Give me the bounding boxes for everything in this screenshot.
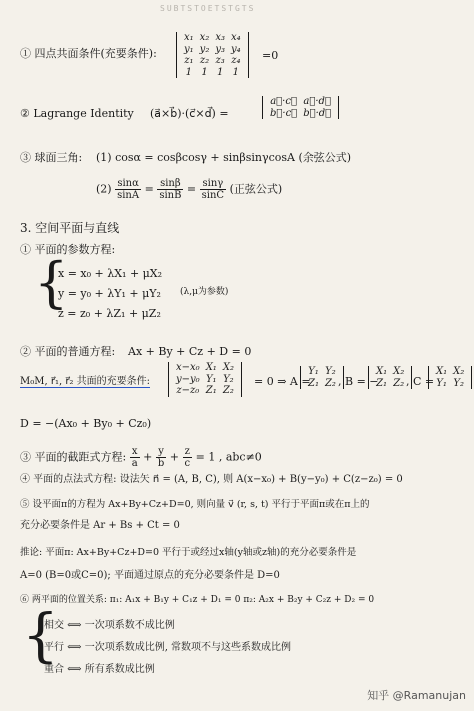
matrix-row bbox=[181, 67, 244, 79]
p7-row-2: 平行 ⟺ 一次项系数成比例, 常数项不与这些系数成比例 bbox=[44, 642, 292, 653]
frac-num: sinγ bbox=[200, 178, 226, 190]
matrix-row bbox=[433, 366, 467, 378]
frac-den: b bbox=[157, 458, 165, 469]
matrix-row bbox=[305, 366, 339, 378]
p3-label: ③ 平面的截距式方程: bbox=[20, 450, 127, 464]
matrix-cell: a⃗·d⃗ bbox=[303, 96, 331, 107]
matrix-row bbox=[173, 385, 237, 397]
matrix-cell: x₄ bbox=[231, 32, 241, 43]
item3-eq2: (2) $\frac{\sin\alpha}{\sin A}$ = $\frac{\sin\beta}{\sin B}$ = $\frac{\sin\gamma}{\sin C}$ (正弦公式) bbox=[96, 178, 283, 201]
p1-row-1: x = x₀ + λX₁ + μX₂ bbox=[58, 267, 163, 280]
matrix-row bbox=[267, 96, 334, 108]
matrix-cell: X₁ bbox=[436, 366, 448, 377]
matrix-cell: b⃗·c⃗ bbox=[270, 107, 298, 119]
matrix-cell: y−y₀ bbox=[176, 373, 200, 385]
frac-num: z bbox=[183, 446, 193, 458]
frac-den: c bbox=[184, 458, 191, 469]
matrix-row bbox=[173, 374, 237, 386]
p2-eq: Ax + By + Cz + D = 0 bbox=[128, 345, 252, 358]
item2-matrix bbox=[262, 96, 339, 119]
matrix-cell: x−x₀ bbox=[176, 362, 200, 373]
p2b-mid: = 0 ⇒ A = bbox=[254, 375, 311, 388]
p3-rest: = 1 , abc≠0 bbox=[195, 450, 262, 464]
matrix-cell: z₃ bbox=[215, 55, 225, 66]
p1-row-3: z = z₀ + λZ₁ + μZ₂ bbox=[58, 307, 161, 320]
matrix-cell: Y₁ bbox=[205, 373, 217, 385]
frac-x bbox=[130, 446, 140, 469]
eq2-prefix: (2) bbox=[96, 182, 112, 196]
matrix-cell: X₂ bbox=[393, 366, 405, 377]
frac-y bbox=[156, 446, 166, 469]
matrix-cell: y₄ bbox=[231, 43, 241, 55]
frac-1 bbox=[115, 178, 141, 201]
matrix-cell: y₁ bbox=[184, 43, 194, 55]
matrix-row bbox=[373, 366, 407, 378]
frac-den: sinA bbox=[117, 190, 140, 201]
frac-num: sinβ bbox=[157, 178, 183, 190]
p7-row-1: 相交 ⟺ 一次项系数不成比例 bbox=[44, 620, 175, 631]
matrix-cell: x₃ bbox=[215, 32, 225, 43]
frac-3 bbox=[200, 178, 226, 201]
p4-label: ④ 平面的点法式方程: bbox=[20, 474, 117, 485]
matrix-row bbox=[373, 378, 407, 390]
matrix-row bbox=[173, 362, 237, 374]
frac-num: x bbox=[130, 446, 140, 458]
brace: { bbox=[34, 251, 69, 314]
matrix-row bbox=[181, 32, 244, 44]
matrix-row bbox=[181, 44, 244, 56]
matrix-row bbox=[267, 108, 334, 120]
matrix-cell: z₄ bbox=[231, 55, 241, 66]
item1-rhs: =0 bbox=[262, 49, 279, 62]
p4-eq: 设法矢 n⃗ = (A, B, C), 则 A(x−x₀) + B(y−y₀) + C(z−z₀) = 0 bbox=[119, 474, 403, 485]
matrix-cell: z₁ bbox=[184, 55, 194, 66]
p5-line-2: 充分必要条件是 Ar + Bs + Ct = 0 bbox=[20, 520, 180, 531]
watermark: 知乎 @Ramanujan bbox=[367, 689, 466, 702]
frac-den: sinC bbox=[201, 190, 225, 201]
p2b-label: M₀M, r⃗₁, r⃗₂ 共面的充要条件: bbox=[20, 376, 150, 387]
matrix-cell: 1 bbox=[185, 66, 193, 78]
item2-lhs: (a⃗×b⃗)·(c⃗×d⃗) = bbox=[150, 107, 229, 120]
matrix-cell: Z₂ bbox=[393, 377, 405, 389]
matrix-row bbox=[433, 378, 467, 390]
p4-line bbox=[20, 474, 403, 485]
matrix-cell: x₁ bbox=[184, 32, 194, 43]
matrix-cell: x₂ bbox=[199, 32, 210, 43]
matrix-cell: 1 bbox=[201, 66, 208, 78]
p5-line-1: ⑤ 设平面π的方程为 Ax+By+Cz+D=0, 则向量 v⃗ (r, s, t) 平行于平面π或在π上的 bbox=[20, 499, 370, 510]
section-title: 3. 空间平面与直线 bbox=[20, 221, 120, 235]
p1-row-2: y = y₀ + λY₁ + μY₂ bbox=[58, 287, 161, 300]
matrix-cell: Y₂ bbox=[453, 377, 465, 389]
eq2-suffix: (正弦公式) bbox=[229, 182, 283, 196]
matrix-cell: y₃ bbox=[215, 43, 226, 55]
matrix-cell: X₂ bbox=[222, 362, 234, 373]
matrix-cell: Z₁ bbox=[308, 377, 319, 389]
matrix-cell: X₁ bbox=[376, 366, 388, 377]
matrix-row bbox=[181, 55, 244, 67]
page-header: SUBTSTOETSTGTS bbox=[160, 4, 256, 13]
matrix-cell: Y₁ bbox=[308, 366, 319, 377]
p7-row-3: 重合 ⟺ 所有系数成比例 bbox=[44, 664, 155, 675]
p1-note: (λ,μ为参数) bbox=[180, 287, 229, 297]
frac-z bbox=[183, 446, 193, 469]
item3-label: ③ 球面三角: bbox=[20, 151, 83, 164]
matrix-cell: Y₂ bbox=[325, 366, 336, 377]
matrix-cell: a⃗·c⃗ bbox=[270, 96, 297, 107]
matrix-cell: z−z₀ bbox=[176, 385, 200, 396]
item2-label: ② Lagrange Identity bbox=[20, 107, 134, 120]
p1-title: ① 平面的参数方程: bbox=[20, 243, 116, 256]
matrix-cell: Z₁ bbox=[376, 377, 388, 389]
matrix-cell: 1 bbox=[232, 66, 240, 78]
matrix-cell: y₂ bbox=[199, 43, 210, 55]
item1-matrix bbox=[176, 32, 249, 78]
coef-C-matrix bbox=[428, 366, 472, 389]
frac-num: y bbox=[156, 446, 166, 458]
item3-eq1: (1) cosα = cosβcosγ + sinβsinγcosA (余弦公式) bbox=[96, 151, 352, 164]
p7-line-1: ⑥ 两平面的位置关系: π₁: A₁x + B₁y + C₁z + D₁ = 0 π₂: A₂x + B₂y + C₂z + D₂ = 0 bbox=[20, 595, 375, 605]
matrix-cell: 1 bbox=[216, 66, 224, 78]
matrix-cell: Y₂ bbox=[223, 373, 234, 385]
p2-title: ② 平面的普通方程: bbox=[20, 345, 116, 358]
p6-line-2: A=0 (B=0或C=0); 平面通过原点的充分必要条件是 D=0 bbox=[20, 570, 280, 581]
frac-2 bbox=[157, 178, 183, 201]
matrix-cell: Z₂ bbox=[222, 385, 234, 396]
matrix-cell: b⃗·d⃗ bbox=[303, 107, 332, 119]
frac-den: sinB bbox=[159, 190, 182, 201]
brace: { bbox=[22, 601, 59, 669]
p3-line: ③ 平面的截距式方程: $\frac{x}{a}$ + $\frac{y}{b}$ + $\frac{z}{c}$ = 1 , abc≠0 bbox=[20, 446, 262, 469]
matrix-cell: X₁ bbox=[205, 362, 217, 373]
coef-C-label: , C = bbox=[406, 375, 435, 388]
coef-B-label: , B = − bbox=[338, 375, 379, 388]
p2c-eq: D = −(Ax₀ + By₀ + Cz₀) bbox=[20, 417, 152, 430]
matrix-row bbox=[305, 378, 339, 390]
matrix-cell: z₂ bbox=[199, 55, 210, 66]
p2b-matrix bbox=[168, 362, 242, 397]
matrix-cell: X₂ bbox=[453, 366, 465, 377]
matrix-cell: Z₂ bbox=[324, 377, 336, 389]
frac-num: sinα bbox=[115, 178, 141, 190]
matrix-cell: Z₁ bbox=[205, 385, 217, 396]
p6-line-1: 推论: 平面π: Ax+By+Cz+D=0 平行于或经过x轴(y轴或z轴)的充分必要条件是 bbox=[20, 547, 357, 558]
item1-label: ① 四点共面条件(充要条件): bbox=[20, 47, 157, 60]
matrix-cell: Y₁ bbox=[436, 377, 447, 389]
frac-den: a bbox=[131, 458, 138, 469]
